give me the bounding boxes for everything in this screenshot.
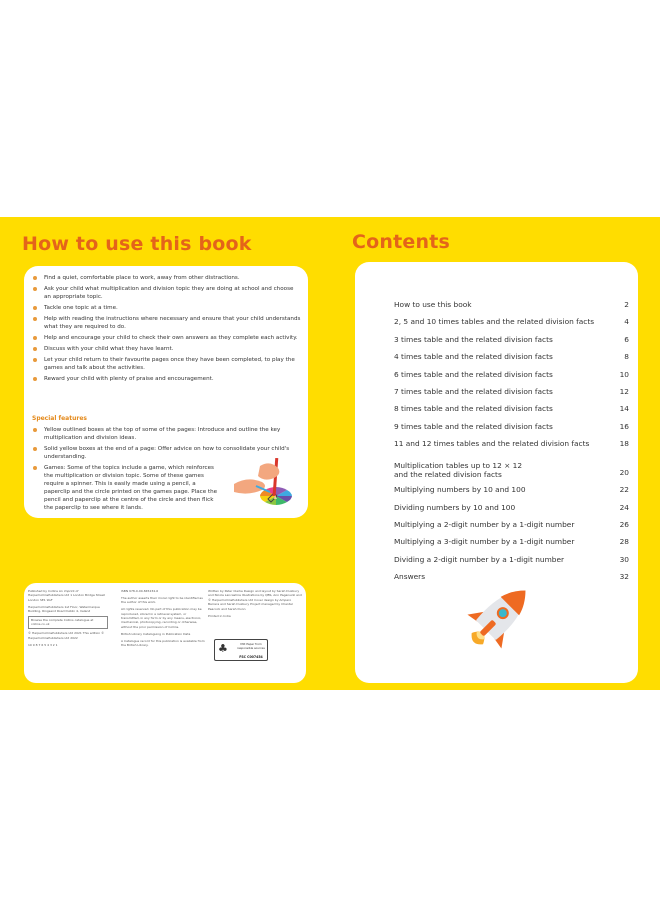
page-number: 28	[619, 537, 629, 547]
colophon-credits-column	[208, 589, 302, 620]
contents-entry[interactable]: Multiplying a 3-digit number by a 1-digit number 28	[394, 537, 629, 547]
tip-item: Discuss with your child what they have learnt.	[32, 345, 302, 353]
fsc-label: MIX Paper from responsible sources	[237, 642, 265, 650]
page-number: 26	[619, 519, 629, 529]
colophon-text: ISBN 978-0-00-845234-6	[121, 589, 159, 593]
special-features-heading: Special features	[32, 415, 87, 422]
special-feature-item: Solid yellow boxes at the end of a page: Offer advice on how to consolidate your child's understanding.	[32, 445, 302, 461]
colophon-text: 10 9 8 7 6 5 4 3 2 1	[28, 642, 58, 647]
page-number: 16	[619, 421, 629, 431]
page-number: 2	[624, 300, 629, 309]
contents-entry[interactable]: 4 times table and the related division facts 8	[394, 352, 629, 362]
colophon-publisher-column	[28, 589, 108, 650]
fsc-logo	[214, 639, 268, 661]
contents-entry[interactable]: 6 times table and the related division facts 10	[394, 369, 629, 379]
contents-entry[interactable]: Dividing numbers by 10 and 100 24	[394, 502, 629, 512]
contents-entry[interactable]: Dividing a 2-digit number by a 1-digit number 30	[394, 554, 629, 564]
contents-entry[interactable]: Multiplying a 2-digit number by a 1-digit number 26	[394, 519, 629, 529]
how-to-use-title: How to use this book	[22, 233, 252, 255]
page-number: 6	[624, 334, 629, 344]
colophon-text: Written by Peter Clarke Design and layout by Sarah Duxbury and Nicola Lancashire Illustrations by QBS, Ann Paganuzzi and © HarperCollinsPublishers Ltd Cover design by Amparo Barrera and Sarah Duxbury Project managed by Chantal Peacock and Sarah Dunn	[208, 589, 302, 611]
page-number: 32	[619, 572, 629, 582]
contents-entry[interactable]: 8 times table and the related division facts 14	[394, 404, 629, 414]
page-number: 18	[619, 439, 629, 449]
page-number: 30	[619, 554, 629, 564]
colophon-text: A Catalogue record for this publication is available from the British Library.	[121, 638, 205, 648]
contents-entry[interactable]: How to use this book 2	[394, 300, 629, 309]
page-number: 20	[619, 467, 629, 477]
colophon-text: The author asserts their moral right to be identified as the author of this work.	[121, 595, 203, 605]
page-number: 22	[619, 485, 629, 495]
tip-item: Ask your child what multiplication and division topic they are doing at school and choose an appropriate topic.	[32, 285, 302, 301]
spinner-illustration-icon	[232, 456, 304, 514]
page-number: 8	[624, 352, 629, 362]
page-number: 24	[619, 502, 629, 512]
colophon-text: British Library Cataloguing in Publication Data	[121, 631, 191, 636]
special-feature-item: Yellow outlined boxes at the top of some of the pages: Introduce and outline the key multiplication and division ideas.	[32, 426, 302, 442]
colophon-text: Published by Collins An imprint of HarperCollinsPublishers Ltd 1 London Bridge Street London SE1 9GF	[28, 589, 105, 602]
contents-entry[interactable]: 7 times table and the related division facts 12	[394, 386, 629, 396]
tip-item: Let your child return to their favourite pages once they have been completed, to play the games and talk about the activities.	[32, 356, 302, 372]
catalogue-link: Browse the complete Collins catalogue at collins.co.uk	[28, 616, 108, 629]
colophon-panel	[24, 583, 306, 683]
colophon-text: Printed in India	[208, 613, 231, 618]
contents-entry[interactable]: 9 times table and the related division facts 16	[394, 421, 629, 431]
tip-item: Find a quiet, comfortable place to work, away from other distractions.	[32, 274, 302, 282]
contents-list	[394, 300, 629, 589]
colophon-rights-column	[121, 589, 205, 650]
page-number: 4	[624, 317, 629, 327]
contents-entry[interactable]: Multiplying numbers by 10 and 100 22	[394, 485, 629, 495]
book-spread	[0, 217, 660, 690]
tip-item: Help and encourage your child to check their own answers as they complete each activity.	[32, 334, 302, 342]
special-feature-item: Games: Some of the topics include a game, which reinforces the multiplication or division topic. Some of these games require a spinner. This is easily made using a pencil, a paperclip and the circle printed on the games page. Place the pencil and paperclip at the centre of the circle and then flick the paperclip to see where it lands.	[32, 464, 222, 512]
page-number: 10	[619, 369, 629, 379]
fsc-code: FSC C007454	[239, 655, 263, 659]
rocket-icon	[460, 578, 540, 654]
colophon-text: © HarperCollinsPublishers Ltd 2021 This edition © HarperCollinsPublishers Ltd 2022	[28, 631, 105, 640]
contents-entry[interactable]: 2, 5 and 10 times tables and the related division facts 4	[394, 317, 629, 327]
colophon-text: All rights reserved. No part of this publication may be reproduced, stored in a retrieval system, or transmitted, in any form or by any means, electronic, mechanical, photocopying, recording or otherwise, without the prior permission of Collins.	[121, 607, 202, 629]
contents-entry[interactable]: 11 and 12 times tables and the related division facts 18	[394, 439, 629, 449]
tips-list	[32, 274, 302, 386]
tip-item: Help with reading the instructions where necessary and ensure that your child understands what they are required to do.	[32, 315, 302, 331]
contents-entry[interactable]: 3 times table and the related division facts 6	[394, 334, 629, 344]
page-number: 12	[619, 386, 629, 396]
fsc-tree-icon: ♣	[218, 642, 228, 655]
contents-title: Contents	[352, 231, 451, 253]
tip-item: Tackle one topic at a time.	[32, 304, 302, 312]
tip-item: Reward your child with plenty of praise and encouragement.	[32, 375, 302, 383]
how-to-use-panel	[24, 266, 308, 518]
colophon-text: HarperCollinsPublishers 1st Floor, Watermarque Building, Ringsend Road Dublin 4, Ireland	[28, 604, 100, 614]
contents-entry[interactable]: Answers 32	[394, 572, 629, 582]
contents-entry[interactable]: Multiplication tables up to 12 × 12 and the related division facts 20	[394, 460, 629, 479]
page-number: 14	[619, 404, 629, 414]
